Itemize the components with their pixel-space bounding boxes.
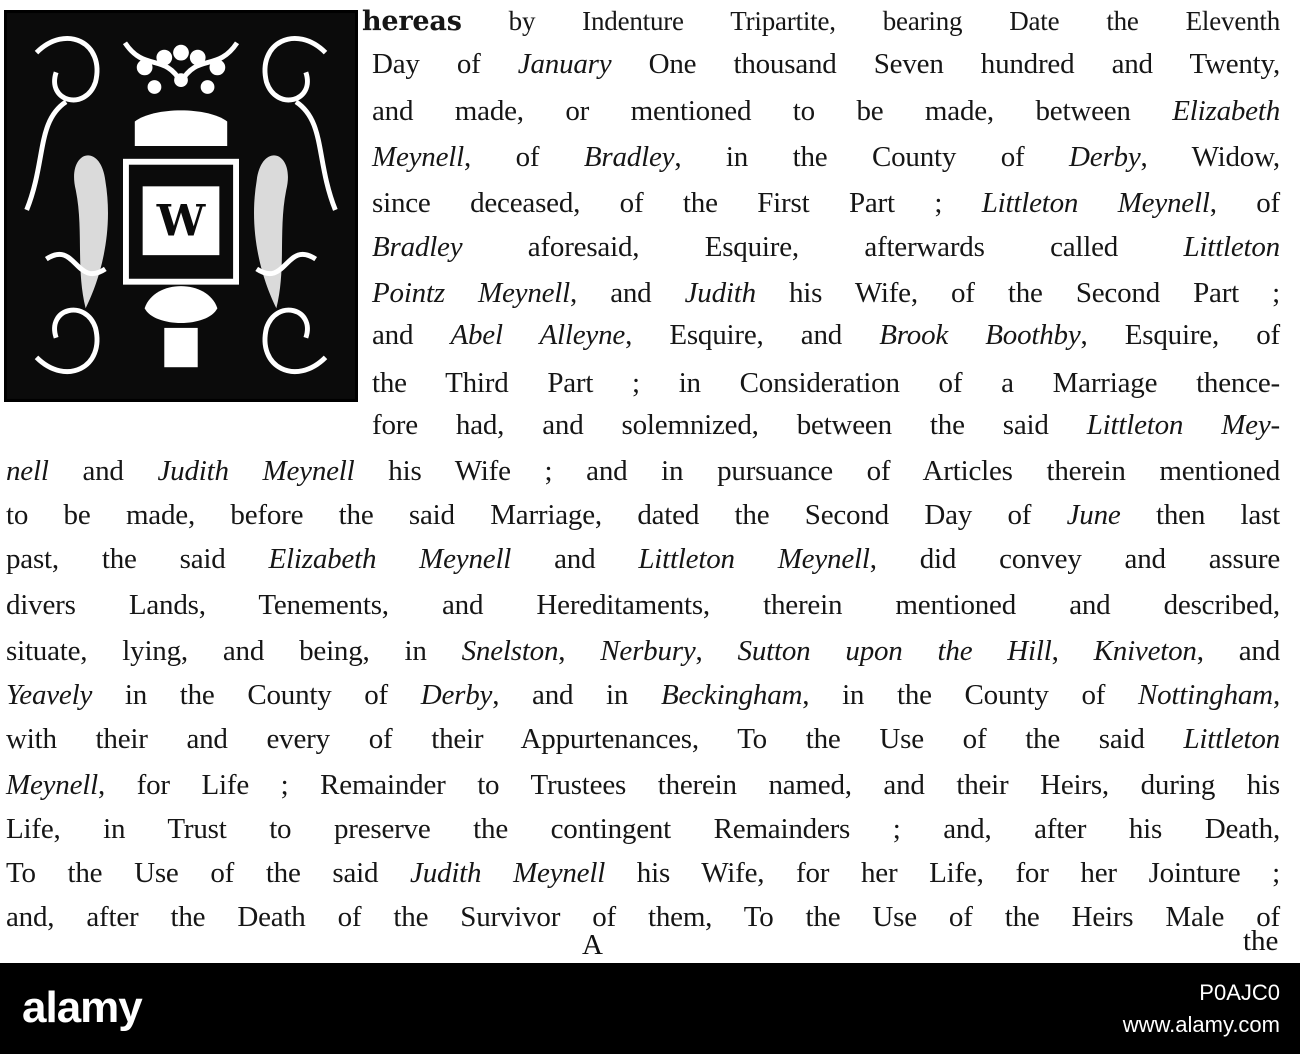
italic-phrase: Meynell xyxy=(372,141,464,173)
italic-phrase: Littleton Meynell xyxy=(981,187,1210,219)
italic-phrase: Littleton xyxy=(1183,723,1280,755)
text-line xyxy=(372,188,1280,218)
text-line xyxy=(372,232,1280,262)
text-run: To the Use of the said xyxy=(6,857,411,889)
text-run: , in the County of xyxy=(802,679,1138,711)
italic-phrase: January xyxy=(517,48,612,80)
italic-phrase: Meynell xyxy=(6,769,98,801)
text-line xyxy=(6,456,1280,486)
text-run: divers Lands, Tenements, and Hereditaments, therein mentioned and described, xyxy=(6,589,1280,621)
text-run: and xyxy=(372,319,451,351)
italic-phrase: nell xyxy=(6,455,49,487)
text-run: , Esquire, of xyxy=(1080,319,1280,351)
italic-phrase: Judith Meynell xyxy=(410,857,606,889)
text-run: his Wife, of the Second Part ; xyxy=(755,277,1281,309)
italic-phrase: Kniveton xyxy=(1093,635,1197,667)
text-run: , xyxy=(695,635,738,667)
italic-phrase: Bradley xyxy=(372,231,463,263)
text-run: aforesaid, Esquire, afterwards called xyxy=(462,231,1184,263)
italic-phrase: Derby xyxy=(1069,141,1141,173)
initial-letter: W xyxy=(156,195,206,247)
italic-phrase: Littleton Meynell xyxy=(638,543,870,575)
text-line xyxy=(6,636,1280,666)
italic-phrase: Bradley xyxy=(583,141,675,173)
text-run: and made, or mentioned to be made, between xyxy=(372,95,1173,127)
text-line xyxy=(6,590,1280,620)
italic-phrase: Judith Meynell xyxy=(157,455,355,487)
italic-phrase: Nottingham xyxy=(1137,679,1273,711)
italic-phrase: Derby xyxy=(420,679,493,711)
text-run: , of xyxy=(464,141,584,173)
text-line xyxy=(372,142,1280,172)
text-line xyxy=(372,96,1280,126)
text-line xyxy=(6,724,1280,754)
text-line xyxy=(6,858,1280,888)
image-id: P0AJC0 xyxy=(1199,980,1280,1005)
text-run: fore had, and solemnized, between the said xyxy=(372,409,1087,441)
banner-info xyxy=(1123,977,1280,1041)
text-line xyxy=(372,278,1280,308)
blackletter-word: hereas xyxy=(362,6,462,37)
text-line xyxy=(6,680,1280,710)
text-run: , Widow, xyxy=(1140,141,1280,173)
text-run: situate, lying, and being, in xyxy=(6,635,462,667)
text-run: Life, in Trust to preserve the contingent Remainders ; and, after his Death, xyxy=(6,813,1280,845)
text-line xyxy=(6,902,1280,932)
text-line xyxy=(6,500,1280,530)
italic-phrase: Snelston xyxy=(461,635,559,667)
text-line xyxy=(6,544,1280,574)
italic-phrase: Pointz Meynell xyxy=(372,277,571,309)
text-line xyxy=(362,6,1280,37)
italic-phrase: Beckingham xyxy=(660,679,803,711)
text-run: and xyxy=(511,543,639,575)
text-run: past, the said xyxy=(6,543,269,575)
text-run: , Esquire, and xyxy=(625,319,880,351)
italic-phrase: Yeavely xyxy=(6,679,93,711)
text-run: Day of xyxy=(372,48,518,80)
signature-mark: A xyxy=(582,929,603,961)
italic-phrase: Elizabeth xyxy=(1172,95,1280,127)
text-run: the Third Part ; in Consideration of a Marriage thence- xyxy=(372,367,1280,399)
text-line xyxy=(372,49,1280,79)
alamy-logo: alamy xyxy=(22,983,142,1032)
watermark-banner xyxy=(0,963,1300,1054)
text-run: since deceased, of the First Part ; xyxy=(372,187,982,219)
italic-phrase: Littleton xyxy=(1183,231,1280,263)
text-run: his Wife ; and in pursuance of Articles therein mentioned xyxy=(354,455,1280,487)
text-run: , and xyxy=(570,277,685,309)
text-run: in the County of xyxy=(92,679,421,711)
text-run: , of xyxy=(1209,187,1281,219)
site-url: www.alamy.com xyxy=(1122,1012,1280,1037)
text-run: , and xyxy=(1196,635,1280,667)
italic-phrase: June xyxy=(1066,499,1121,531)
text-run: , and in xyxy=(492,679,661,711)
italic-phrase: Brook Boothby xyxy=(879,319,1081,351)
text-run: to be made, before the said Marriage, dated the Second Day of xyxy=(6,499,1067,531)
text-run: then last xyxy=(1120,499,1281,531)
text-line xyxy=(372,368,1280,398)
italic-phrase: Abel Alleyne xyxy=(450,319,626,351)
text-run: , xyxy=(558,635,601,667)
italic-phrase: Elizabeth Meynell xyxy=(268,543,512,575)
text-run: and xyxy=(48,455,158,487)
text-run: by Indenture Tripartite, bearing Date the Eleventh xyxy=(461,6,1280,36)
text-run: One thousand Seven hundred and Twenty, xyxy=(611,48,1280,80)
text-run: , in the County of xyxy=(674,141,1070,173)
text-line xyxy=(6,814,1280,844)
catchword: the xyxy=(1243,925,1279,957)
text-run: , xyxy=(1272,679,1280,711)
text-run: his Wife, for her Life, for her Jointure ; xyxy=(605,857,1280,889)
text-run: , xyxy=(1051,635,1094,667)
text-line xyxy=(372,410,1280,440)
text-run: with their and every of their Appurtenances, To the Use of the said xyxy=(6,723,1184,755)
italic-phrase: Judith xyxy=(684,277,756,309)
text-line xyxy=(6,770,1280,800)
italic-phrase: Littleton Mey- xyxy=(1086,409,1280,441)
text-run: , did convey and assure xyxy=(869,543,1281,575)
italic-phrase: Sutton upon the Hill xyxy=(737,635,1052,667)
italic-phrase: Nerbury xyxy=(600,635,696,667)
text-run: , for Life ; Remainder to Trustees therein named, and their Heirs, during his xyxy=(98,769,1280,801)
text-run: and, after the Death of the Survivor of them, To the Use of the Heirs Male of xyxy=(6,901,1280,933)
text-line xyxy=(372,320,1280,350)
